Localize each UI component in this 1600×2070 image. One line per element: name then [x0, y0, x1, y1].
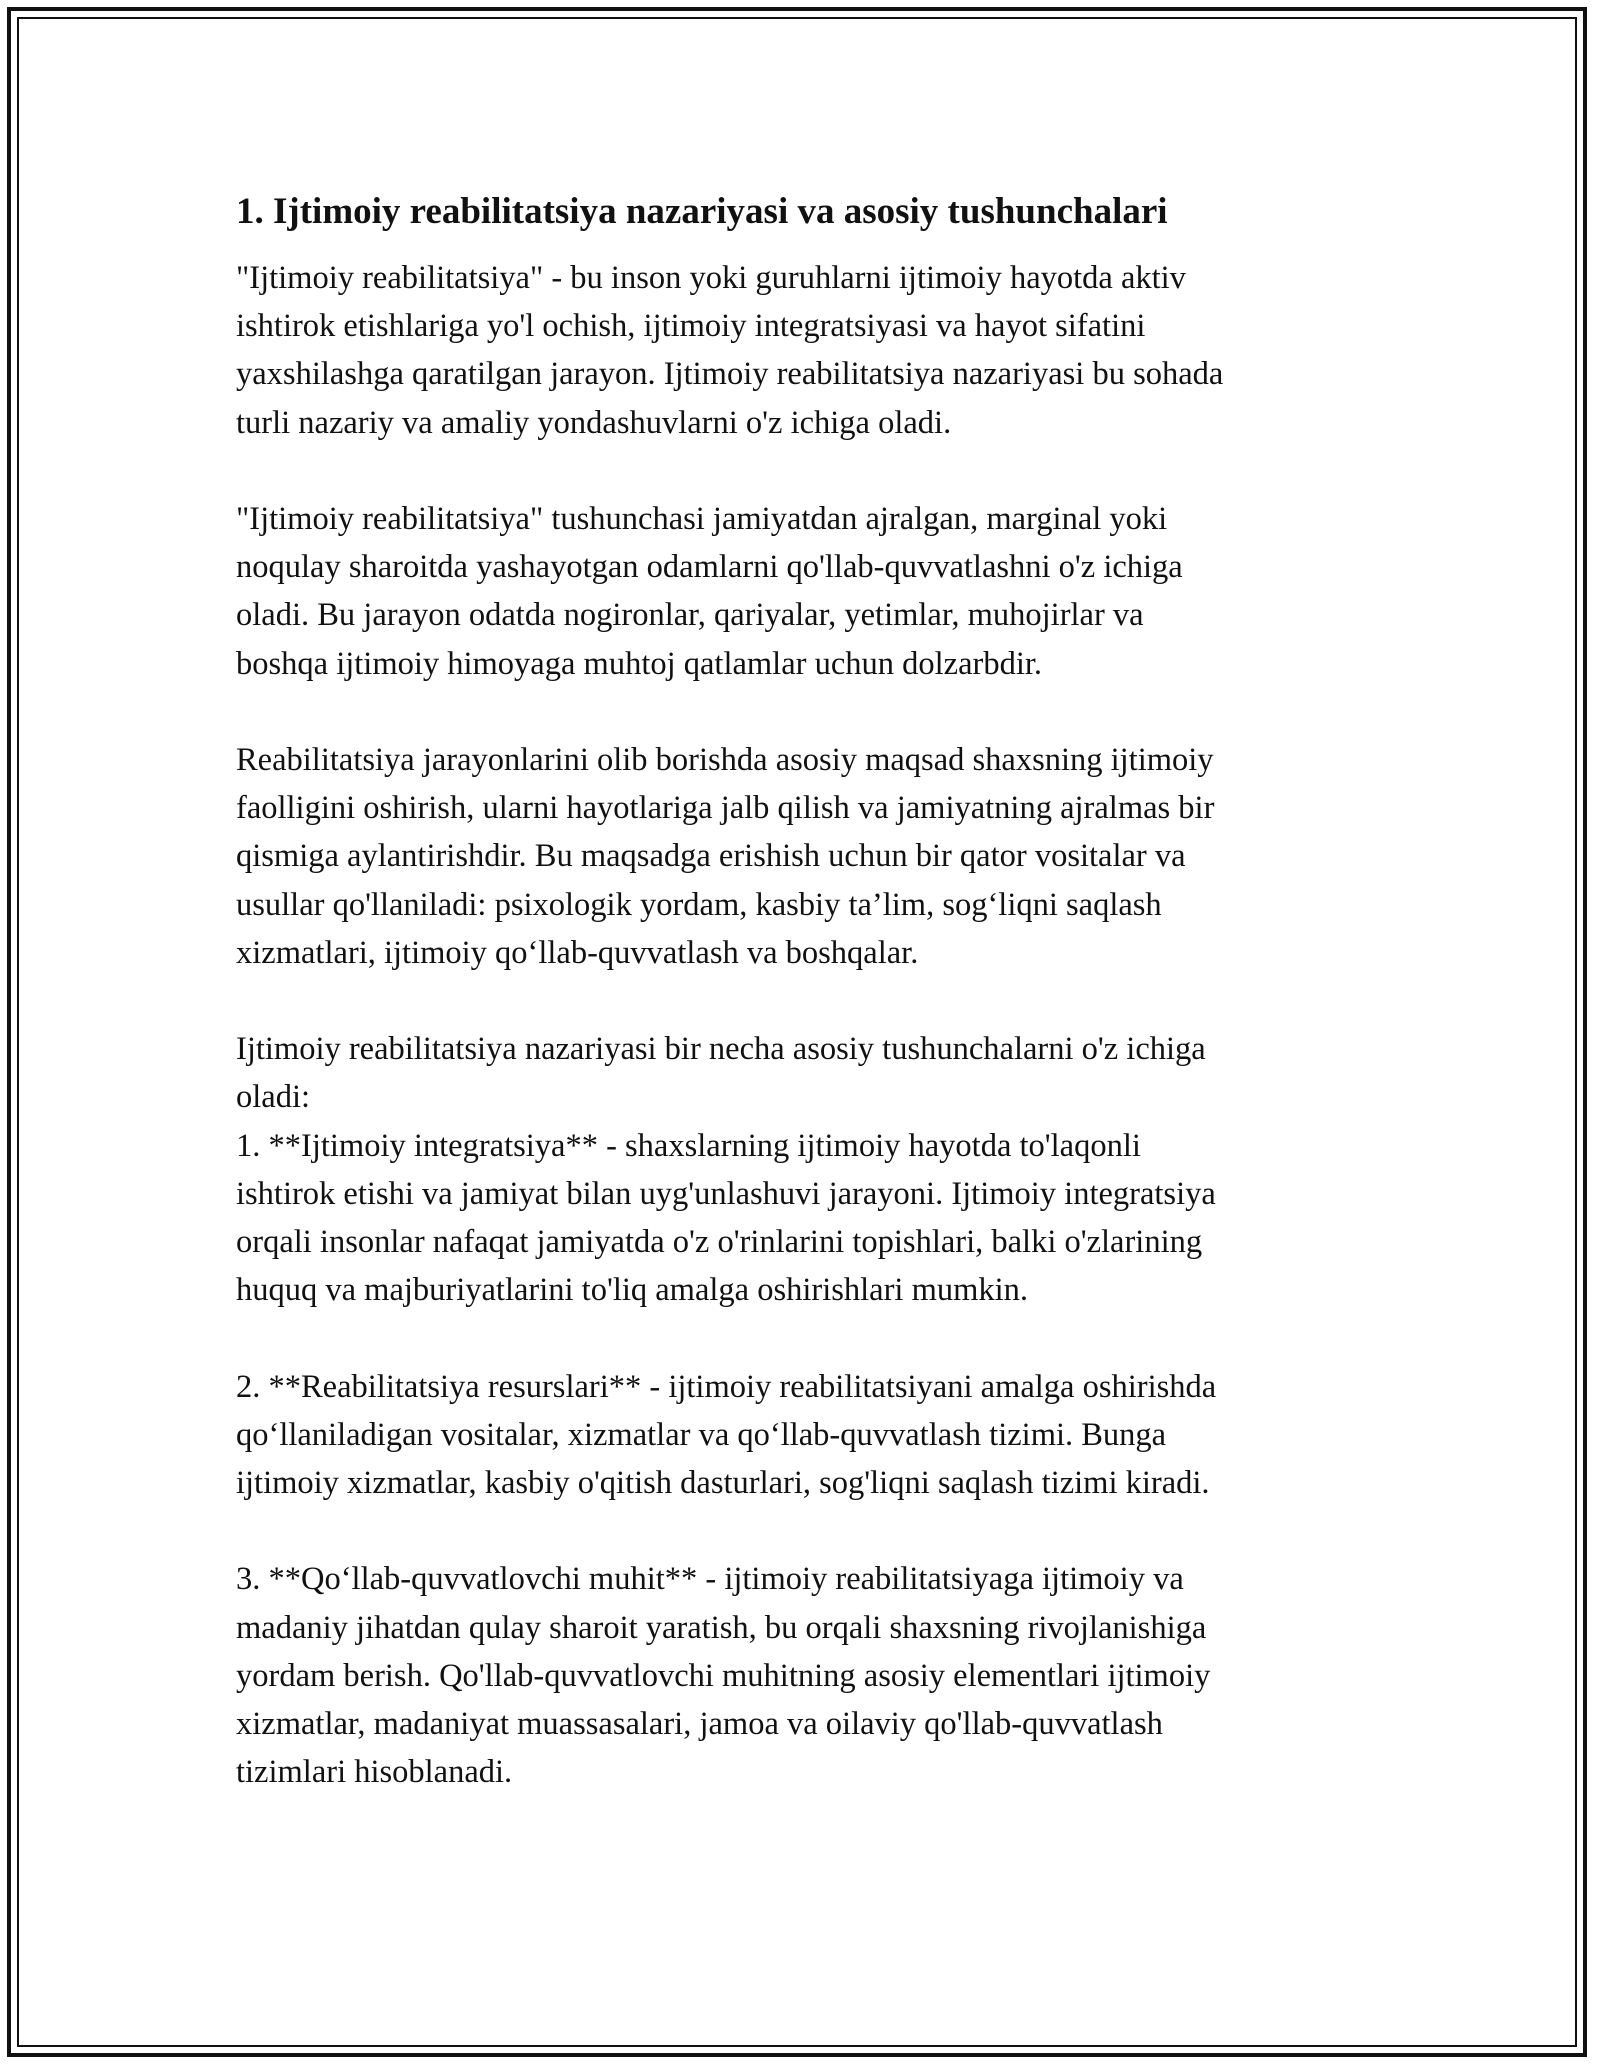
text-line: Ijtimoiy reabilitatsiya nazariyasi bir necha asosiy tushunchalarni o'z ichiga [236, 1031, 1206, 1068]
text-line: qo‘llaniladigan vositalar, xizmatlar va qo‘llab-quvvatlash tizimi. Bunga [236, 1416, 1167, 1453]
text-line: madaniy jihatdan qulay sharoit yaratish, bu orqali shaxsning rivojlanishiga [236, 1609, 1207, 1646]
text-line: qismiga aylantirishdir. Bu maqsadga erishish uchun bir qator vositalar va [236, 838, 1186, 875]
text-line: usullar qo'llaniladi: psixologik yordam, kasbiy ta’lim, sog‘liqni saqlash [236, 886, 1162, 923]
document-body [236, 188, 1366, 1845]
text-line: xizmatlari, ijtimoiy qo‘llab-quvvatlash va boshqalar. [236, 934, 919, 971]
paragraph-definition [236, 254, 1366, 447]
text-line: oladi. Bu jarayon odatda nogironlar, qariyalar, yetimlar, muhojirlar va [236, 597, 1144, 634]
text-line: "Ijtimoiy reabilitatsiya" - bu inson yoki guruhlarni ijtimoiy hayotda aktiv [236, 260, 1186, 296]
text-line: yordam berish. Qo'llab-quvvatlovchi muhitning asosiy elementlari ijtimoiy [236, 1657, 1211, 1694]
list-item-integration [236, 1122, 1366, 1315]
text-line: tizimlari hisoblanadi. [236, 1754, 513, 1791]
text-line: 3. **Qo‘llab-quvvatlovchi muhit** - ijtimoiy reabilitatsiyaga ijtimoiy va [236, 1561, 1184, 1598]
list-item-environment [236, 1555, 1366, 1796]
paragraph-intro-list [236, 1025, 1366, 1121]
text-line: oladi: [236, 1079, 311, 1116]
text-line: ishtirok etishi va jamiyat bilan uyg'unlashuvi jarayoni. Ijtimoiy integratsiya [236, 1175, 1216, 1212]
text-line: "Ijtimoiy reabilitatsiya" tushunchasi jamiyatdan ajralgan, marginal yoki [236, 501, 1168, 537]
paragraph-goals [236, 736, 1366, 977]
text-line: turli nazariy va amaliy yondashuvlarni o'z ichiga oladi. [236, 404, 952, 441]
text-line: ishtirok etishlariga yo'l ochish, ijtimoiy integratsiyasi va hayot sifatini [236, 308, 1146, 345]
text-line: 1. **Ijtimoiy integratsiya** - shaxslarning ijtimoiy hayotda to'laqonli [236, 1127, 1141, 1164]
text-line: boshqa ijtimoiy himoyaga muhtoj qatlamlar uchun dolzarbdir. [236, 645, 1043, 682]
paragraph-concept [236, 495, 1366, 688]
text-line: 2. **Reabilitatsiya resurslari** - ijtimoiy reabilitatsiyani amalga oshirishda [236, 1368, 1217, 1405]
text-line: Reabilitatsiya jarayonlarini olib borishda asosiy maqsad shaxsning ijtimoiy [236, 742, 1214, 778]
text-line: yaxshilashga qaratilgan jarayon. Ijtimoiy reabilitatsiya nazariyasi bu sohada [236, 356, 1224, 393]
list-item-resources [236, 1363, 1366, 1508]
text-line: ijtimoiy xizmatlar, kasbiy o'qitish dasturlari, sog'liqni saqlash tizimi kiradi. [236, 1465, 1210, 1502]
text-line: huquq va majburiyatlarini to'liq amalga oshirishlari mumkin. [236, 1272, 1029, 1309]
text-line: orqali insonlar nafaqat jamiyatda o'z o'rinlarini topishlari, balki o'zlarining [236, 1224, 1203, 1261]
text-line: noqulay sharoitda yashayotgan odamlarni qo'llab-quvvatlashni o'z ichiga [236, 549, 1183, 586]
section-title: 1. Ijtimoiy reabilitatsiya nazariyasi va asosiy tushunchalari [236, 191, 1168, 232]
text-line: faolligini oshirish, ularni hayotlariga jalb qilish va jamiyatning ajralmas bir [236, 790, 1215, 827]
text-line: xizmatlar, madaniyat muassasalari, jamoa va oilaviy qo'llab-quvvatlash [236, 1706, 1163, 1743]
